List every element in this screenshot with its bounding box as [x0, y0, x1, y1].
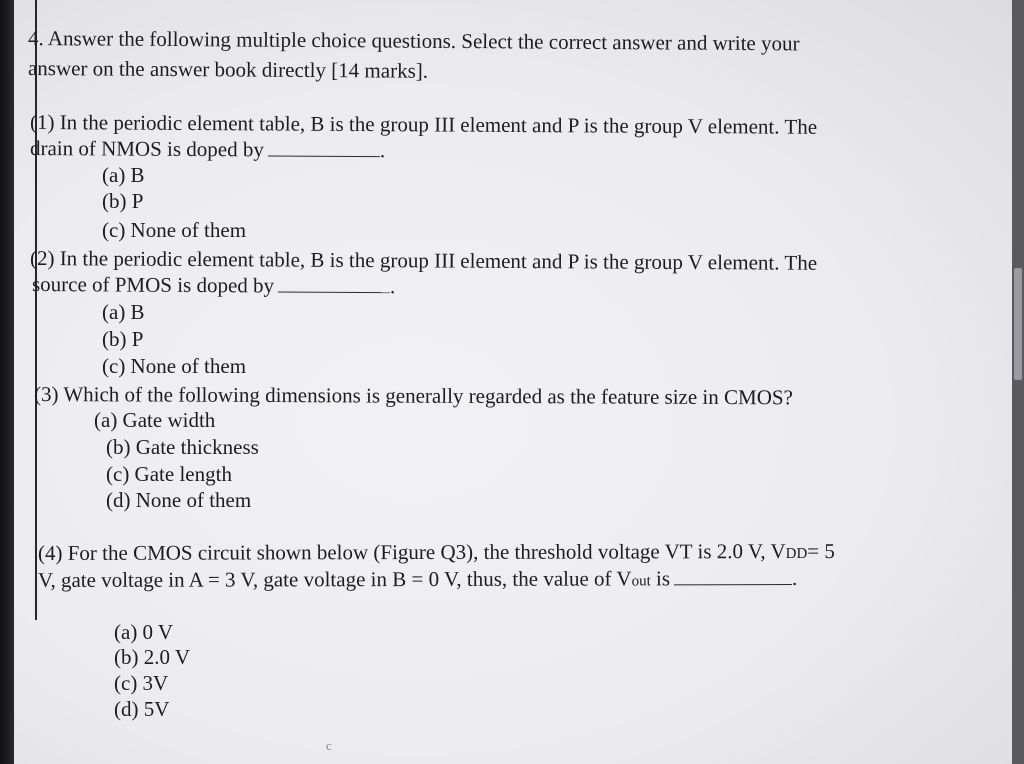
q4-line-1-end: = 5	[807, 538, 835, 563]
footer-mark: c	[326, 738, 332, 753]
q3-option-d: (d) None of them	[106, 488, 252, 512]
header-line-1: 4. Answer the following multiple choice questions. Select the correct answer and write your	[27, 26, 800, 56]
q2-stem-end: source of PMOS is doped by	[31, 272, 275, 298]
q4-line-1	[38, 539, 835, 568]
q2-option-b: (b) P	[102, 327, 144, 351]
q1-option-a: (a) B	[102, 163, 145, 187]
q4-line-2	[38, 566, 797, 595]
q1-line-1: (1) In the periodic element table, B is the group III element and P is the group V element. The	[29, 110, 818, 139]
q4-vdd-subscript: DD	[785, 545, 808, 563]
document-screen	[14, 0, 1014, 764]
q2-line-2	[32, 272, 395, 298]
header-line-2: answer on the answer book directly [14 marks].	[27, 56, 429, 83]
q3-option-c: (c) Gate length	[106, 462, 232, 486]
q4-period: .	[791, 566, 798, 591]
q1-stem-end: drain of NMOS is doped by	[29, 136, 264, 162]
q2-answer-blank	[278, 276, 390, 294]
q2-period: .	[389, 274, 396, 299]
q4-option-b: (b) 2.0 V	[114, 645, 191, 669]
q1-option-c: (c) None of them	[102, 218, 247, 242]
q4-option-d: (d) 5V	[114, 697, 170, 721]
q4-option-c: (c) 3V	[114, 671, 169, 695]
q4-line-2-end: is	[650, 566, 671, 591]
scrollbar-thumb[interactable]	[1014, 268, 1022, 380]
q2-option-c: (c) None of them	[102, 354, 247, 378]
q4-line-2-text: V, gate voltage in A = 3 V, gate voltage in B = 0 V, thus, the value of V	[37, 566, 632, 592]
q2-option-a: (a) B	[102, 300, 145, 324]
q1-line-2	[30, 136, 385, 162]
q3-line-1: (3) Which of the following dimensions is generally regarded as the feature size in CMOS?	[33, 382, 793, 410]
q1-answer-blank	[268, 139, 380, 157]
q3-option-a: (a) Gate width	[94, 408, 216, 432]
q4-vout-subscript: out	[631, 573, 651, 590]
q3-option-b: (b) Gate thickness	[106, 435, 259, 459]
q4-line-1-text: (4) For the CMOS circuit shown below (Figure Q3), the threshold voltage VT is 2.0 V, V	[37, 539, 786, 565]
screen-left-edge	[0, 0, 14, 764]
margin-line	[35, 0, 37, 620]
q1-option-b: (b) P	[102, 189, 144, 213]
scrollbar-track[interactable]	[1012, 0, 1024, 764]
q2-line-1: (2) In the periodic element table, B is the group III element and P is the group V element. The	[29, 246, 818, 275]
q4-answer-blank	[674, 568, 792, 585]
q1-period: .	[379, 138, 386, 163]
q4-option-a: (a) 0 V	[114, 620, 174, 644]
